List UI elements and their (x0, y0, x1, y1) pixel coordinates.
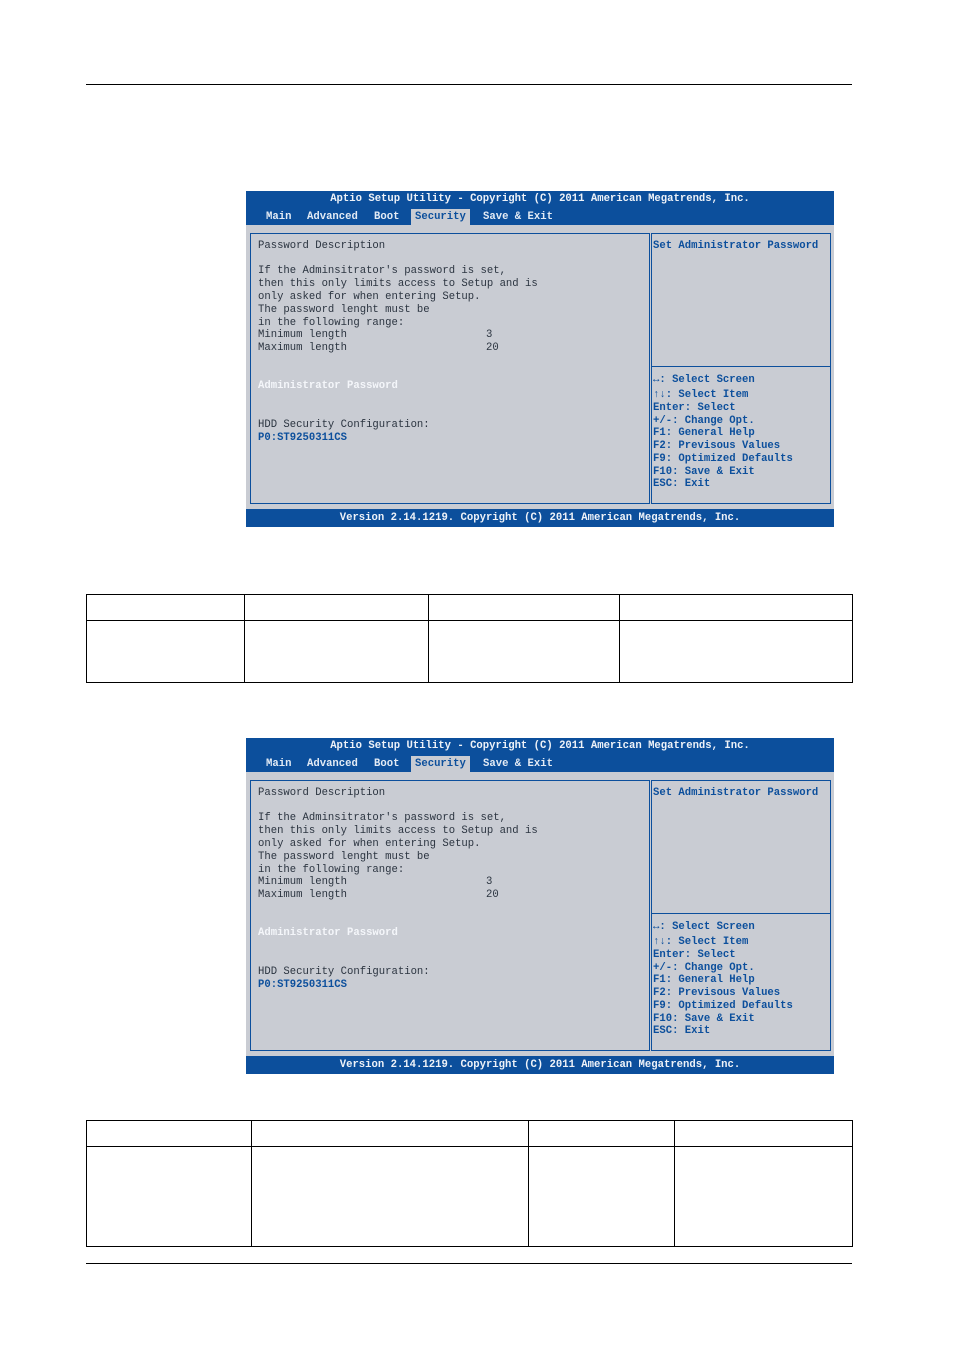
help-pane (651, 780, 831, 1051)
description-line: The password lenght must be (258, 304, 430, 316)
description-line: If the Adminsitrator's password is set, (258, 265, 506, 277)
description-line: If the Adminsitrator's password is set, (258, 812, 506, 824)
password-description-heading: Password Description (258, 787, 386, 799)
description-line: in the following range: (258, 317, 405, 329)
parameter-table-1 (86, 594, 853, 683)
description-line: The password lenght must be (258, 851, 430, 863)
tab-advanced[interactable]: Advanced (307, 758, 358, 770)
min-length-label: Minimum length (258, 876, 348, 888)
tab-save-exit[interactable]: Save & Exit (483, 758, 553, 770)
bios-panel (246, 772, 834, 1056)
key-hint: Enter: Select (653, 402, 736, 414)
hdd-security-label: HDD Security Configuration: (258, 966, 430, 978)
bios-panel (246, 225, 834, 509)
table-row (87, 1147, 853, 1247)
key-hint: ESC: Exit (653, 1025, 711, 1037)
hdd-device-item[interactable]: P0:ST9250311CS (258, 432, 348, 444)
table-row (87, 621, 853, 683)
key-hint: ESC: Exit (653, 478, 711, 490)
description-line: then this only limits access to Setup and is (258, 278, 538, 290)
help-divider (652, 913, 830, 914)
max-length-label: Maximum length (258, 342, 348, 354)
key-hint: F9: Optimized Defaults (653, 453, 793, 465)
key-hint: ↑↓: Select Item (653, 936, 749, 948)
table-header-cell (675, 1121, 853, 1147)
table-cell (87, 621, 245, 683)
key-hint: F1: General Help (653, 974, 755, 986)
help-divider (652, 366, 830, 367)
max-length-value: 20 (486, 889, 499, 901)
key-hint: F2: Previsous Values (653, 987, 781, 999)
key-hint: F10: Save & Exit (653, 1013, 755, 1025)
table-cell (620, 621, 853, 683)
key-hint: +/-: Change Opt. (653, 415, 755, 427)
tab-security[interactable]: Security (411, 209, 470, 225)
table-header-cell (252, 1121, 529, 1147)
key-hint: ↔: Select Screen (653, 921, 755, 933)
key-hint: ↑↓: Select Item (653, 389, 749, 401)
table-cell (529, 1147, 675, 1247)
password-description-heading: Password Description (258, 240, 386, 252)
tab-boot[interactable]: Boot (374, 758, 400, 770)
header-rule (86, 84, 852, 85)
key-hint: F9: Optimized Defaults (653, 1000, 793, 1012)
table-header-cell (620, 595, 853, 621)
key-hint: F1: General Help (653, 427, 755, 439)
bios-footer: Version 2.14.1219. Copyright (C) 2011 American Megatrends, Inc. (339, 1059, 741, 1071)
table-cell (429, 621, 620, 683)
description-line: then this only limits access to Setup and is (258, 825, 538, 837)
table-cell (675, 1147, 853, 1247)
settings-pane (250, 233, 650, 504)
description-line: only asked for when entering Setup. (258, 838, 481, 850)
tab-save-exit[interactable]: Save & Exit (483, 211, 553, 223)
tab-main[interactable]: Main (266, 758, 292, 770)
key-hint: +/-: Change Opt. (653, 962, 755, 974)
help-pane (651, 233, 831, 504)
min-length-label: Minimum length (258, 329, 348, 341)
table-header-cell (87, 1121, 252, 1147)
min-length-value: 3 (486, 329, 493, 341)
administrator-password-item[interactable]: Administrator Password (258, 380, 398, 392)
bios-screenshot-1 (246, 191, 834, 527)
key-hint: F10: Save & Exit (653, 466, 755, 478)
description-line: in the following range: (258, 864, 405, 876)
key-hint: F2: Previsous Values (653, 440, 781, 452)
bios-title: Aptio Setup Utility - Copyright (C) 2011 American Megatrends, Inc. (330, 740, 750, 752)
bios-screenshot-2 (246, 738, 834, 1074)
table-cell (252, 1147, 529, 1247)
key-hint: ↔: Select Screen (653, 374, 755, 386)
table-header-row (87, 595, 853, 621)
bios-footer: Version 2.14.1219. Copyright (C) 2011 American Megatrends, Inc. (339, 512, 741, 524)
tab-advanced[interactable]: Advanced (307, 211, 358, 223)
tab-main[interactable]: Main (266, 211, 292, 223)
tab-security[interactable]: Security (411, 756, 470, 772)
min-length-value: 3 (486, 876, 493, 888)
help-text: Set Administrator Password (653, 787, 819, 799)
hdd-device-item[interactable]: P0:ST9250311CS (258, 979, 348, 991)
bios-title: Aptio Setup Utility - Copyright (C) 2011 American Megatrends, Inc. (330, 193, 750, 205)
table-header-cell (87, 595, 245, 621)
parameter-table-2 (86, 1120, 853, 1247)
hdd-security-label: HDD Security Configuration: (258, 419, 430, 431)
tab-boot[interactable]: Boot (374, 211, 400, 223)
table-header-cell (529, 1121, 675, 1147)
table-cell (87, 1147, 252, 1247)
table-header-cell (429, 595, 620, 621)
description-line: only asked for when entering Setup. (258, 291, 481, 303)
administrator-password-item[interactable]: Administrator Password (258, 927, 398, 939)
settings-pane (250, 780, 650, 1051)
footer-rule (86, 1263, 852, 1264)
max-length-value: 20 (486, 342, 499, 354)
table-cell (245, 621, 429, 683)
max-length-label: Maximum length (258, 889, 348, 901)
table-header-row (87, 1121, 853, 1147)
table-header-cell (245, 595, 429, 621)
help-text: Set Administrator Password (653, 240, 819, 252)
key-hint: Enter: Select (653, 949, 736, 961)
